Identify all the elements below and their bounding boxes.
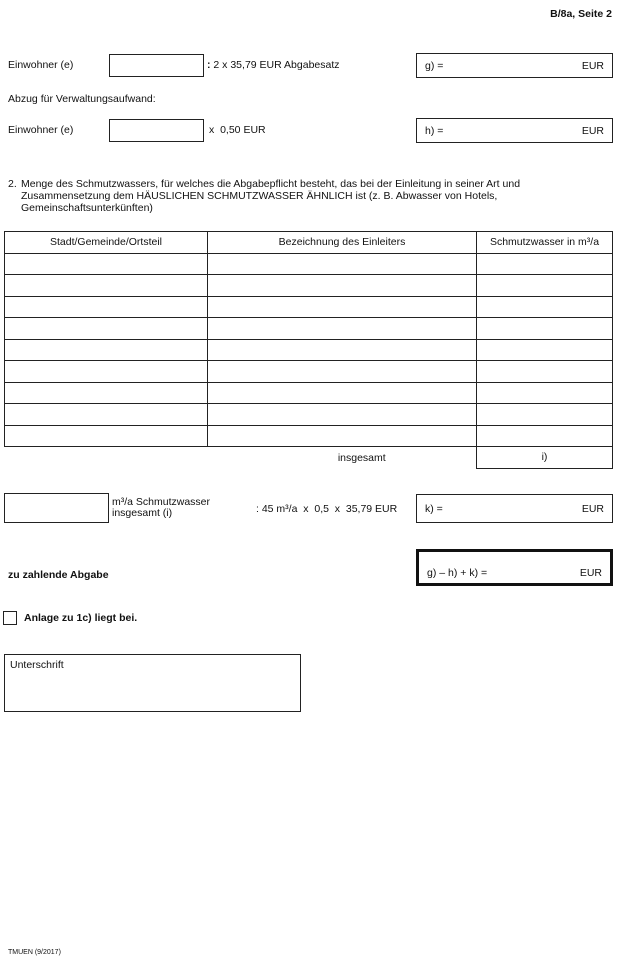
form-code: TMUEN (9/2017) xyxy=(8,949,61,956)
table-cell[interactable] xyxy=(5,382,208,404)
table-cell[interactable] xyxy=(477,425,613,447)
deduction-label: Abzug für Verwaltungsaufwand: xyxy=(8,93,156,105)
table-row xyxy=(5,339,613,361)
table-cell[interactable] xyxy=(477,275,613,297)
formula-h: x 0,50 EUR xyxy=(209,124,266,136)
table-cell[interactable] xyxy=(208,296,477,318)
table-cell[interactable] xyxy=(208,382,477,404)
table-cell[interactable] xyxy=(477,404,613,426)
table-cell[interactable] xyxy=(208,253,477,275)
result-g-label: g) = xyxy=(425,59,444,72)
header-city: Stadt/Gemeinde/Ortsteil xyxy=(5,232,208,254)
result-h-field[interactable] xyxy=(416,118,613,143)
attachment-checkbox[interactable] xyxy=(3,611,17,625)
residents-label-h: Einwohner (e) xyxy=(8,124,74,136)
table-cell[interactable] xyxy=(208,318,477,340)
table-cell[interactable] xyxy=(5,339,208,361)
total-due-label: zu zahlende Abgabe xyxy=(8,569,109,581)
division-colon: : xyxy=(207,59,211,71)
table-cell[interactable] xyxy=(208,425,477,447)
signature-label: Unterschrift xyxy=(10,659,64,671)
table-row xyxy=(5,275,613,297)
table-row xyxy=(5,404,613,426)
section-number: 2. xyxy=(8,178,17,190)
table-row xyxy=(5,361,613,383)
formula-k: : 45 m³/a x 0,5 x 35,79 EUR xyxy=(256,503,398,515)
table-cell[interactable] xyxy=(5,253,208,275)
section-text-line1: Menge des Schmutzwassers, für welches die Abgabepflicht besteht, das bei der Einleitung in seiner Art und xyxy=(21,178,521,190)
section-text-line3: Gemeinschaftsunterkünften) xyxy=(21,202,153,214)
currency-k: EUR xyxy=(581,502,604,515)
residents-label-g: Einwohner (e) xyxy=(8,59,74,71)
total-cell-i[interactable]: i) xyxy=(477,447,613,469)
currency-h: EUR xyxy=(581,124,604,137)
table-cell[interactable] xyxy=(208,339,477,361)
table-cell[interactable] xyxy=(477,382,613,404)
result-k-label: k) = xyxy=(425,502,443,515)
total-due-field[interactable] xyxy=(416,549,613,586)
attachment-label: Anlage zu 1c) liegt bei. xyxy=(24,612,138,624)
formula-g: 2 x 35,79 EUR Abgabesatz xyxy=(213,59,340,71)
unit-line1: m³/a Schmutzwasser xyxy=(112,496,211,508)
table-cell[interactable] xyxy=(477,253,613,275)
total-currency: EUR xyxy=(579,567,602,579)
residents-input-h[interactable] xyxy=(109,119,204,142)
empty-cell xyxy=(5,447,208,469)
table-cell[interactable] xyxy=(5,296,208,318)
table-row xyxy=(5,318,613,340)
table-cell[interactable] xyxy=(208,275,477,297)
residents-input-g[interactable] xyxy=(109,54,204,77)
table-cell[interactable] xyxy=(208,361,477,383)
table-cell[interactable] xyxy=(5,361,208,383)
header-wastewater: Schmutzwasser in m³/a xyxy=(477,232,613,254)
table-row xyxy=(5,425,613,447)
table-row xyxy=(5,296,613,318)
wastewater-table xyxy=(4,231,613,469)
section-text-line2: Zusammensetzung dem HÄUSLICHEN SCHMUTZWASSER ÄHNLICH ist (z. B. Abwasser von Hotels, xyxy=(21,190,498,202)
table-cell[interactable] xyxy=(477,318,613,340)
header-discharger: Bezeichnung des Einleiters xyxy=(208,232,477,254)
table-cell[interactable] xyxy=(477,296,613,318)
total-formula: g) – h) + k) = xyxy=(427,567,488,579)
table-row xyxy=(5,253,613,275)
total-label: insgesamt xyxy=(208,447,477,469)
table-cell[interactable] xyxy=(477,361,613,383)
table-row xyxy=(5,382,613,404)
unit-line2: insgesamt (i) xyxy=(112,507,173,519)
table-cell[interactable] xyxy=(5,318,208,340)
currency-g: EUR xyxy=(581,59,604,72)
result-g-field[interactable] xyxy=(416,53,613,78)
wastewater-total-input[interactable] xyxy=(4,493,109,523)
table-cell[interactable] xyxy=(477,339,613,361)
table-cell[interactable] xyxy=(5,425,208,447)
result-h-label: h) = xyxy=(425,124,444,137)
section-text xyxy=(21,178,520,214)
table-cell[interactable] xyxy=(208,404,477,426)
table-cell[interactable] xyxy=(5,404,208,426)
table-cell[interactable] xyxy=(5,275,208,297)
signature-field[interactable] xyxy=(4,654,301,712)
result-k-field[interactable] xyxy=(416,494,613,523)
page-reference: B/8a, Seite 2 xyxy=(550,8,612,20)
